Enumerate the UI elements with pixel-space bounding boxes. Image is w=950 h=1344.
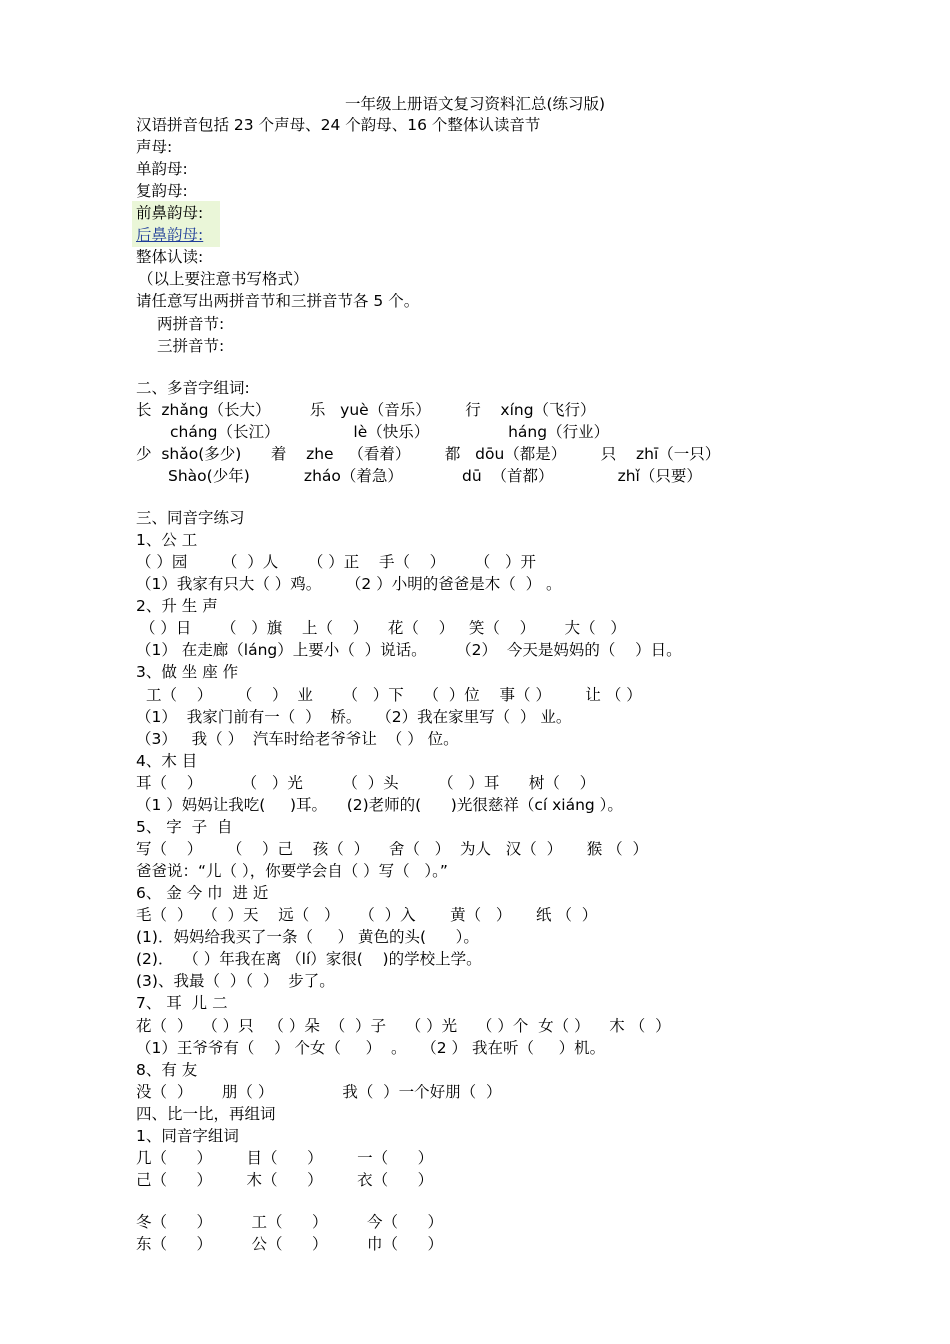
format-note: （以上要注意书写格式） xyxy=(138,270,309,288)
q7-heading: 7、 耳 儿 二 xyxy=(136,994,228,1012)
section-2-heading: 二、多音字组词: xyxy=(136,379,250,397)
q1-sentences: （1）我家有只大（ ）鸡。 （2 ）小明的爸爸是木（ ） 。 xyxy=(136,575,562,593)
compare-row-2: 己（ ） 木（ ） 衣（ ） xyxy=(136,1171,434,1189)
compare-subheading: 1、同音字组词 xyxy=(136,1127,239,1145)
q5-heading: 5、 字 子 自 xyxy=(136,818,233,836)
q1-words: （ ）园 （ ）人 （ ）正 手（ ） （ ）开 xyxy=(136,553,537,571)
q7-sentences: （1）王爷爷有（ ） 个女（ ） 。 （2 ） 我在听（ ）机。 xyxy=(136,1039,606,1057)
q2-heading: 2、升 生 声 xyxy=(136,597,218,615)
polyphone-row-3: 少 shǎo(多少) 着 zhe （看着） 都 dōu（都是） 只 zhī（一只） xyxy=(136,445,721,463)
q4-words: 耳（ ） （ ）光 （ ）头 （ ）耳 树（ ） xyxy=(136,774,596,792)
intro-line: 汉语拼音包括 23 个声母、24 个韵母、16 个整体认读音节 xyxy=(136,116,541,134)
section-3-heading: 三、同音字练习 xyxy=(136,509,245,527)
compare-row-4: 东（ ） 公（ ） 巾（ ） xyxy=(136,1235,444,1253)
q3-sentence-1: （1） 我家门前有一（ ） 桥。 （2）我在家里写（ ） 业。 xyxy=(136,708,572,726)
q3-words: 工（ ） （ ） 业 （ ）下 （ ）位 事（ ） 让 （ ） xyxy=(146,686,642,704)
polyphone-row-2: cháng（长江） lè（快乐） háng（行业） xyxy=(170,423,610,441)
q2-sentences: （1） 在走廊（láng）上要小（ ）说话。 （2） 今天是妈妈的（ ）日。 xyxy=(136,641,682,659)
q2-words: （ ）日 （ ）旗 上（ ） 花（ ） 笑（ ） 大（ ） xyxy=(140,619,626,637)
q7-words: 花（ ） （ ）只 （ ）朵 （ ）子 （ ）光 （ ）个 女（ ） 木 （ ） xyxy=(136,1017,671,1035)
front-nasal-label: 前鼻韵母: xyxy=(136,204,204,222)
q6-sentence-2: (2)． （ ）年我在离 （lí）家很( )的学校上学。 xyxy=(136,950,482,968)
document-title: 一年级上册语文复习资料汇总(练习版) xyxy=(344,95,606,113)
q1-heading: 1、公 工 xyxy=(136,531,198,549)
q5-sentence: 爸爸说：“儿（ ），你要学会自（ ）写（ ）。” xyxy=(136,862,448,880)
whole-syllables-label: 整体认读: xyxy=(136,248,204,266)
q6-sentence-3: (3)、我最（ ）（ ） 步了。 xyxy=(136,972,335,990)
polyphone-row-1: 长 zhǎng（长大） 乐 yuè（音乐） 行 xíng（飞行） xyxy=(136,401,596,419)
polyphone-row-4: Shào(少年) zháo（着急） dū （首都） zhǐ（只要） xyxy=(168,467,702,485)
back-nasal-link[interactable]: 后鼻韵母: xyxy=(136,226,204,244)
q5-words: 写（ ） （ ）己 孩（ ） 舍（ ） 为人 汉（ ） 猴 （ ） xyxy=(136,840,649,858)
syllable-instruction: 请任意写出两拼音节和三拼音节各 5 个。 xyxy=(136,292,420,310)
simple-finals-label: 单韵母: xyxy=(136,160,188,178)
three-part-syllables-label: 三拼音节: xyxy=(157,337,225,355)
q3-heading: 3、做 坐 座 作 xyxy=(136,663,239,681)
section-4-heading: 四、比一比，再组词 xyxy=(136,1105,276,1123)
q6-heading: 6、 金 今 巾 进 近 xyxy=(136,884,269,902)
compare-row-1: 几（ ） 目（ ） 一（ ） xyxy=(136,1149,434,1167)
q4-sentences: （1 ）妈妈让我吃( )耳。 (2)老师的( )光很慈祥（cí xiáng ）。 xyxy=(136,796,623,814)
two-part-syllables-label: 两拼音节: xyxy=(157,315,225,333)
compound-finals-label: 复韵母: xyxy=(136,182,188,200)
q3-sentence-2: （3） 我（ ） 汽车时给老爷爷让 （ ） 位。 xyxy=(136,730,459,748)
q4-heading: 4、木 目 xyxy=(136,752,198,770)
q6-words: 毛（ ） （ ）天 远（ ） （ ）入 黄（ ） 纸 （ ） xyxy=(136,906,598,924)
compare-row-3: 冬（ ） 工（ ） 今（ ） xyxy=(136,1213,444,1231)
initials-label: 声母: xyxy=(136,138,173,156)
q8-heading: 8、有 友 xyxy=(136,1061,198,1079)
q6-sentence-1: (1)．妈妈给我买了一条（ ） 黄色的头( ）。 xyxy=(136,928,479,946)
q8-words: 没（ ） 朋（ ） 我（ ）一个好朋（ ） xyxy=(136,1083,502,1101)
